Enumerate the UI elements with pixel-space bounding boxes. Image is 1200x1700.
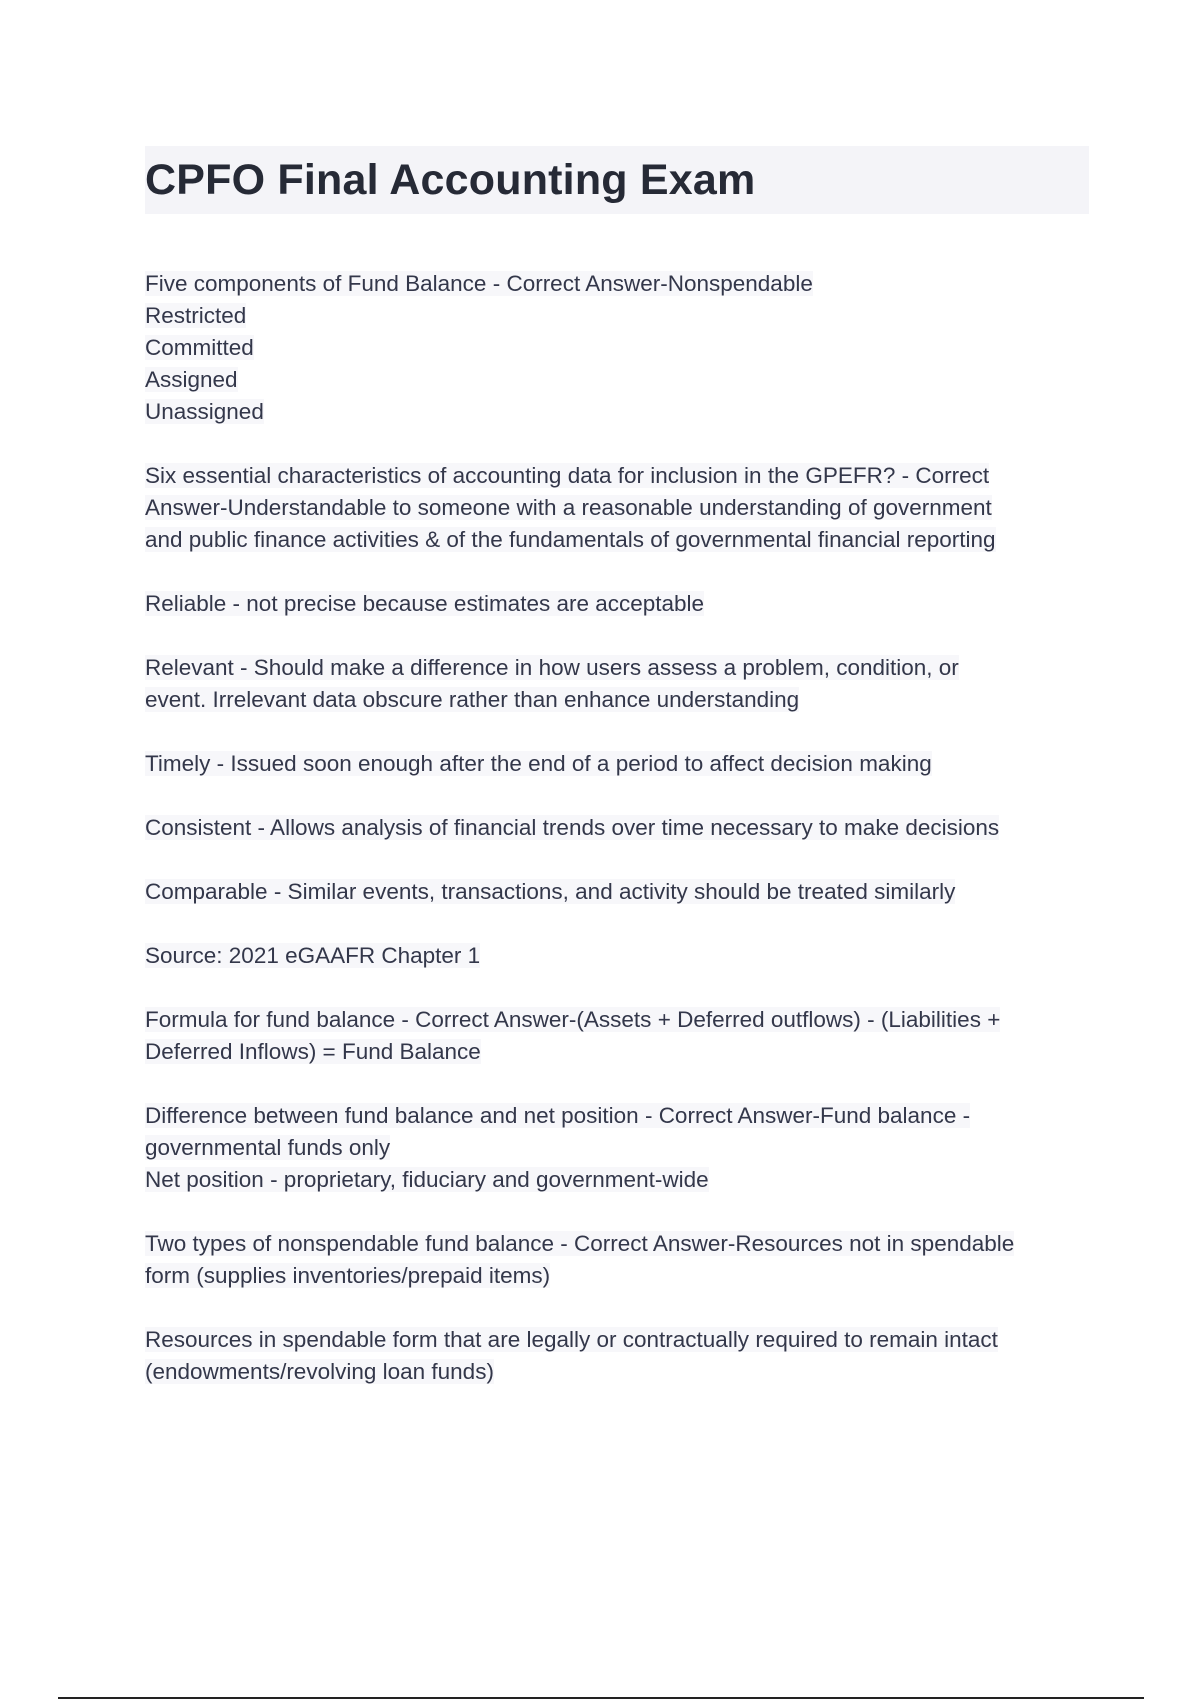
qa-block-fund-balance-formula [145, 1004, 1089, 1068]
text-line: Reliable - not precise because estimates are acceptable [145, 591, 705, 616]
text-line: Five components of Fund Balance - Correct Answer-Nonspendable [145, 271, 813, 296]
text-line: Unassigned [145, 399, 264, 424]
text-line: Two types of nonspendable fund balance - Correct Answer-Resources not in spendable [145, 1231, 1015, 1256]
text-line: (endowments/revolving loan funds) [145, 1359, 494, 1384]
text-line: Comparable - Similar events, transactions, and activity should be treated similarly [145, 879, 956, 904]
text-line: Resources in spendable form that are legally or contractually required to remain intact [145, 1327, 998, 1352]
text-line: and public finance activities & of the fundamentals of governmental financial reporting [145, 527, 996, 552]
qa-block-essential-characteristics [145, 460, 1089, 556]
text-line: Relevant - Should make a difference in how users assess a problem, condition, or [145, 655, 959, 680]
text-line: Consistent - Allows analysis of financial trends over time necessary to make decisions [145, 815, 1000, 840]
text-line: Restricted [145, 303, 247, 328]
paragraph-reliable [145, 588, 1089, 620]
text-line: Six essential characteristics of accounting data for inclusion in the GPEFR? - Correct [145, 463, 990, 488]
text-line: governmental funds only [145, 1135, 391, 1160]
paragraph-spendable-intact [145, 1324, 1089, 1388]
page-title: CPFO Final Accounting Exam [145, 156, 756, 204]
text-line: Net position - proprietary, fiduciary and government-wide [145, 1167, 709, 1192]
qa-block-fund-balance-vs-net-position [145, 1100, 1089, 1196]
title-band [145, 146, 1089, 214]
paragraph-comparable [145, 876, 1089, 908]
text-line: Formula for fund balance - Correct Answer-(Assets + Deferred outflows) - (Liabilities + [145, 1007, 1001, 1032]
text-line: Timely - Issued soon enough after the end of a period to affect decision making [145, 751, 932, 776]
text-line: Difference between fund balance and net position - Correct Answer-Fund balance - [145, 1103, 971, 1128]
paragraph-source [145, 940, 1089, 972]
text-line: Committed [145, 335, 254, 360]
qa-block-fund-balance-components [145, 268, 1089, 428]
text-line: Assigned [145, 367, 238, 392]
paragraph-timely [145, 748, 1089, 780]
text-line: Answer-Understandable to someone with a reasonable understanding of government [145, 495, 992, 520]
paragraph-consistent [145, 812, 1089, 844]
paragraph-relevant [145, 652, 1089, 716]
text-line: Deferred Inflows) = Fund Balance [145, 1039, 481, 1064]
text-line: event. Irrelevant data obscure rather than enhance understanding [145, 687, 800, 712]
text-line: Source: 2021 eGAAFR Chapter 1 [145, 943, 481, 968]
qa-block-nonspendable-types [145, 1228, 1089, 1292]
text-line: form (supplies inventories/prepaid items) [145, 1263, 551, 1288]
document-content [145, 268, 1089, 1420]
footer-divider [58, 1697, 1144, 1699]
